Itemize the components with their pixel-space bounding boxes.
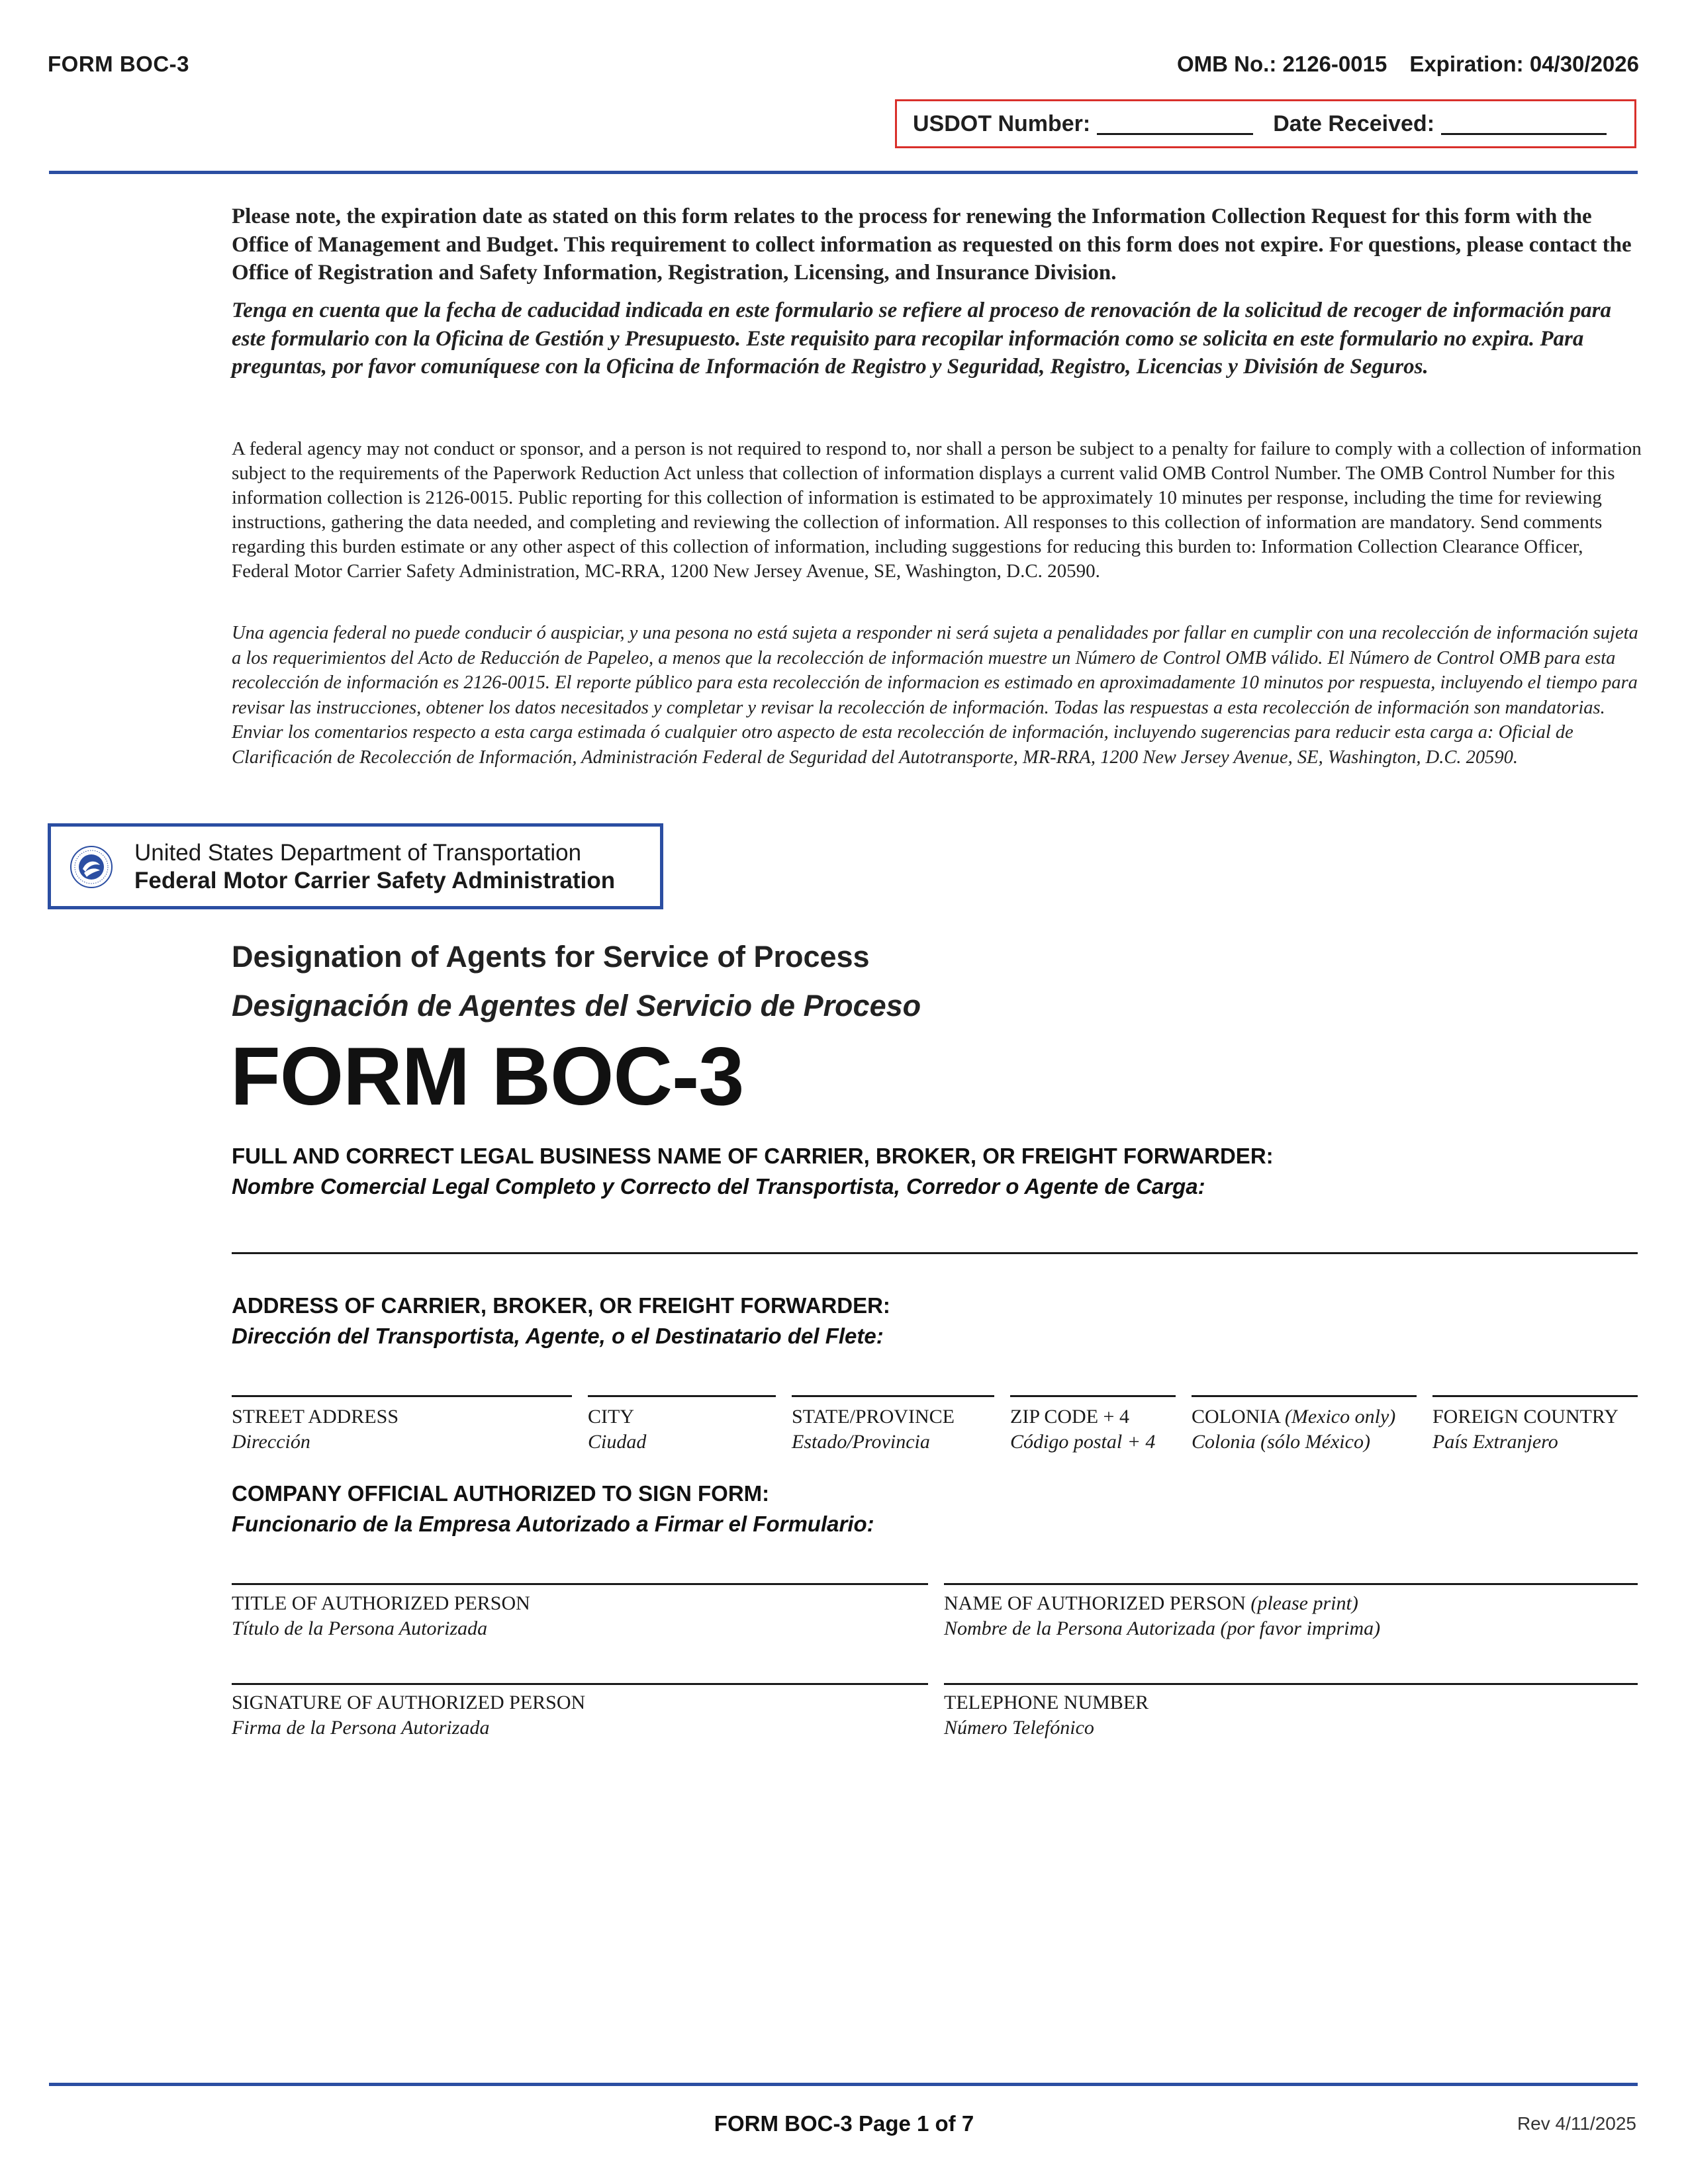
telephone-number-label-spanish: Número Telefónico (944, 1717, 1094, 1739)
zip-code-label-spanish: Código postal + 4 (1010, 1431, 1156, 1453)
legal-name-line (232, 1252, 1638, 1254)
state-province-label: STATE/PROVINCE (792, 1406, 955, 1428)
colonia-label-note: (Mexico only) (1284, 1406, 1396, 1428)
legal-name-label-spanish: Nombre Comercial Legal Completo y Correcto del Transportista, Corredor o Agente de Carga: (232, 1174, 1205, 1199)
name-of-authorized-person-label-spanish: Nombre de la Persona Autorizada (por favor imprima) (944, 1617, 1381, 1639)
name-of-authorized-person-field[interactable] (944, 1583, 1638, 1585)
colonia-label (1192, 1406, 1395, 1428)
footer-divider (49, 2083, 1638, 2086)
paperwork-burden-english: A federal agency may not conduct or sponsor, and a person is not required to respond to, nor shall a person be subject to a penalty for failure to comply with a collection of information subject to the requirements of the Paperwork Reduction Act unless that collection of information displays a current valid OMB Control Number. The OMB Control Number for this information collection is 2126-0015. Public reporting for this collection of information is estimated to be approximately 10 minutes per response, including the time for reviewing instructions, gathering the data needed, and completing and reviewing the collection of information. All responses to this collection of information are mandatory. Send comments regarding this burden estimate or any other aspect of this collection of information, including suggestions for reducing this burden to: Information Collection Clearance Officer, Federal Motor Carrier Safety Administration, MC-RRA, 1200 New Jersey Avenue, SE, Washington, D.C. 20590. (232, 438, 1642, 582)
zip-code-field[interactable] (1010, 1395, 1176, 1397)
title-of-authorized-person-label: TITLE OF AUTHORIZED PERSON (232, 1592, 530, 1614)
name-label-text: NAME OF AUTHORIZED PERSON (944, 1592, 1246, 1614)
form-title-spanish: Designación de Agentes del Servicio de Proceso (232, 989, 921, 1023)
omb-info (1096, 52, 1639, 77)
legal-name-label: FULL AND CORRECT LEGAL BUSINESS NAME OF CARRIER, BROKER, OR FREIGHT FORWARDER: (232, 1144, 1274, 1168)
colonia-field[interactable] (1192, 1395, 1417, 1397)
agency-logo-box (48, 823, 663, 909)
city-field[interactable] (588, 1395, 776, 1397)
address-label-spanish: Dirección del Transportista, Agente, o el Destinatario del Flete: (232, 1324, 884, 1348)
name-of-authorized-person-label (944, 1592, 1358, 1615)
foreign-country-field[interactable] (1432, 1395, 1638, 1397)
dot-seal-icon (70, 845, 113, 889)
page-number: FORM BOC-3 Page 1 of 7 (714, 2111, 974, 2136)
date-received-label: Date Received: (1273, 111, 1435, 136)
expiration-notice-spanish: Tenga en cuenta que la fecha de caducidad indicada en este formulario se refiere al proceso de renovación de la solicitud de recoger de información para este formulario con la Oficina de Gestión y Presupuesto. Este requisito para recopilar información como se solicita en este formulario no expira. Para preguntas, por favor comuníquese con la Oficina de Información de Registro y Seguridad, Registro, Licencias y División de Seguros. (232, 298, 1611, 379)
city-label: CITY (588, 1406, 634, 1428)
street-address-label-spanish: Dirección (232, 1431, 310, 1453)
state-province-field[interactable] (792, 1395, 994, 1397)
usdot-number-label: USDOT Number: (913, 111, 1091, 136)
department-name: United States Department of Transportation (134, 840, 582, 866)
signature-label: SIGNATURE OF AUTHORIZED PERSON (232, 1692, 586, 1713)
street-address-field[interactable] (232, 1395, 572, 1397)
telephone-number-field[interactable] (944, 1683, 1638, 1685)
signature-label-spanish: Firma de la Persona Autorizada (232, 1717, 490, 1739)
zip-code-label: ZIP CODE + 4 (1010, 1406, 1129, 1428)
omb-number: OMB No.: 2126-0015 (1177, 52, 1387, 76)
revision-date: Rev 4/11/2025 (1517, 2113, 1636, 2134)
form-name: FORM BOC-3 (230, 1031, 744, 1122)
usdot-number-field[interactable] (1097, 113, 1253, 135)
form-title-english: Designation of Agents for Service of Process (232, 940, 870, 974)
header-divider (49, 171, 1638, 174)
administration-name: Federal Motor Carrier Safety Administration (134, 868, 616, 893)
paperwork-burden-spanish: Una agencia federal no puede conducir ó auspiciar, y una pesona no está sujeta a responder ni será sujeta a penalidades por fallar en cumplir con una recolección de información sujeta a los requerimientos del Acto de Reducción de Papeleo, a menos que la recolección de información muestre un Número de Control OMB válido. El Número de Control OMB para esta recolección de información es 2126-0015. El reporte público para esta recolección de informacion es estimado en aproximadamente 10 minutos por respuesta, incluyendo el tiempo para revisar las instrucciones, obtener los datos necesitados y completar y revisar la recolección de información. Todas las respuestas a esta recolección de información son mandatorias. Enviar los comentarios respecto a esta carga estimada ó cualquier otro aspecto de esta recolección de información, incluyendo sugerencias para reducir esta carga a: Oficial de Clarificación de Recolección de Información, Administración Federal de Seguridad del Autotransporte, MR-RRA, 1200 New Jersey Avenue, SE, Washington, D.C. 20590. (232, 623, 1638, 768)
official-label: COMPANY OFFICIAL AUTHORIZED TO SIGN FORM: (232, 1481, 770, 1506)
colonia-label-spanish: Colonia (sólo México) (1192, 1431, 1370, 1453)
expiration-notice-english: Please note, the expiration date as stated on this form relates to the process for renewing the Information Collection Request for this form with the Office of Management and Budget. This requirement to collect information as requested on this form does not expire. For questions, please contact the Office of Registration and Safety Information, Registration, Licensing, and Insurance Division. (232, 205, 1632, 285)
address-label: ADDRESS OF CARRIER, BROKER, OR FREIGHT FORWARDER: (232, 1293, 890, 1318)
foreign-country-label-spanish: País Extranjero (1432, 1431, 1558, 1453)
telephone-number-label: TELEPHONE NUMBER (944, 1692, 1149, 1713)
title-of-authorized-person-label-spanish: Título de la Persona Autorizada (232, 1617, 488, 1639)
official-label-spanish: Funcionario de la Empresa Autorizado a Firmar el Formulario: (232, 1512, 874, 1536)
expiration-date: Expiration: 04/30/2026 (1409, 52, 1639, 76)
colonia-label-text: COLONIA (1192, 1406, 1280, 1428)
signature-field[interactable] (232, 1683, 928, 1685)
title-of-authorized-person-field[interactable] (232, 1583, 928, 1585)
street-address-label: STREET ADDRESS (232, 1406, 399, 1428)
date-received-field[interactable] (1441, 113, 1607, 135)
legal-name-field[interactable] (232, 1218, 1638, 1244)
state-province-label-spanish: Estado/Provincia (792, 1431, 930, 1453)
office-use-box (895, 99, 1636, 148)
city-label-spanish: Ciudad (588, 1431, 647, 1453)
form-code: FORM BOC-3 (48, 52, 189, 76)
name-label-note: (please print) (1250, 1592, 1358, 1614)
foreign-country-label: FOREIGN COUNTRY (1432, 1406, 1618, 1428)
